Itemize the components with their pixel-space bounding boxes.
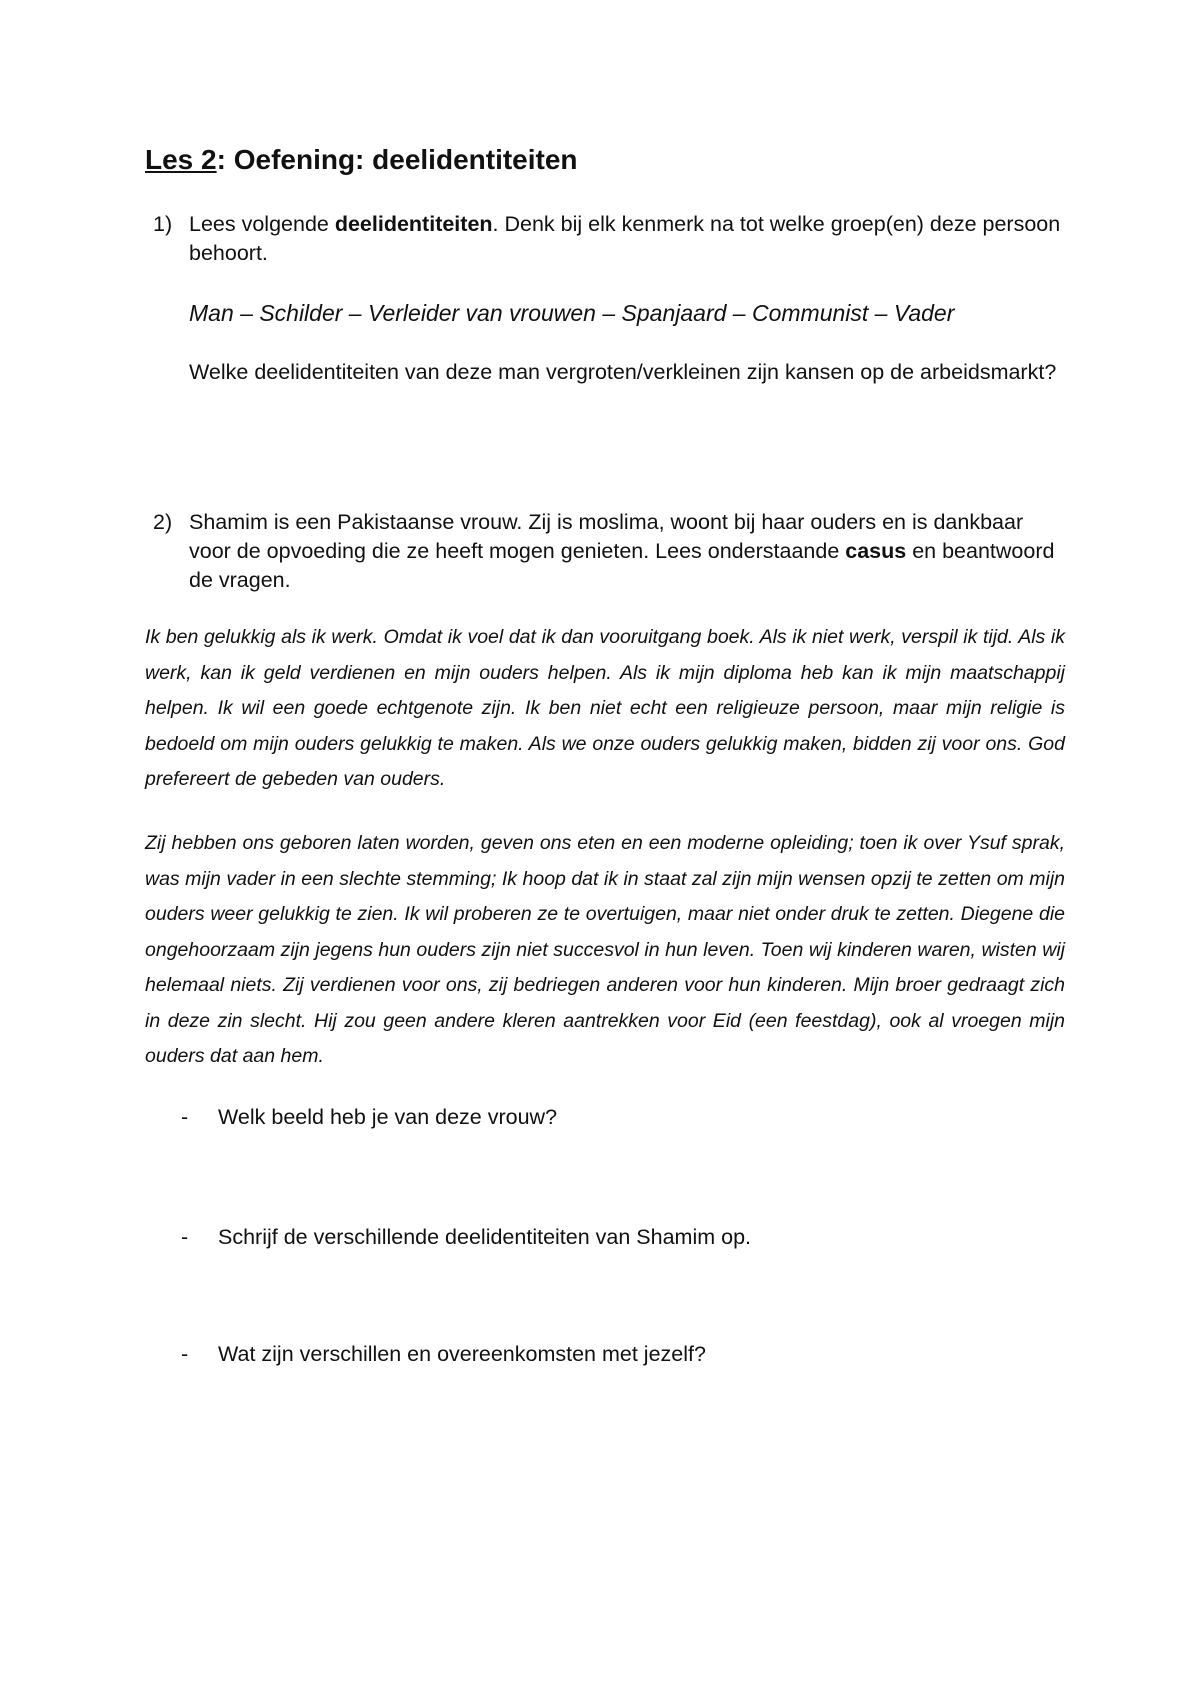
question-1-bullet: - — [181, 1105, 189, 1129]
question-1: Welk beeld heb je van deze vrouw? — [218, 1105, 558, 1129]
title-text: : Oefening: deelidentiteiten — [216, 144, 578, 175]
casus-paragraph-1: Ik ben gelukkig als ik werk. Omdat ik voel dat ik dan vooruitgang boek. Als ik niet werk, verspil ik tijd. Als ik werk, kan ik geld verdienen en mijn ouders helpen. Als ik mijn diploma heb kan ik mijn maatschappij helpen. Ik wil een goede echtgenote zijn. Ik ben niet echt een religieuze persoon, maar mijn religie is bedoeld om mijn ouders gelukkig te maken. Als we onze ouders gelukkig maken, bidden zij voor ons. God prefereert de gebeden van ouders. — [145, 626, 1065, 790]
title-lesson-number: Les 2 — [145, 144, 217, 175]
exercise-1-bold-term: deelidentiteiten — [334, 212, 493, 236]
exercise-2-number: 2) — [153, 510, 173, 534]
exercise-1-instruction — [189, 210, 1069, 268]
exercise-1-text-rest: . Denk bij elk kenmerk na tot welke groep(en) deze persoon behoort. — [189, 212, 1061, 265]
exercise-1-text: Lees volgende — [189, 212, 335, 236]
casus-paragraph-2: Zij hebben ons geboren laten worden, geven ons eten en een moderne opleiding; toen ik over Ysuf sprak, was mijn vader in een slechte stemming; Ik hoop dat ik in staat zal zijn mijn wensen opzij te zetten om mijn ouders weer gelukkig te zien. Ik wil proberen ze te overtuigen, maar niet onder druk te zetten. Diegene die ongehoorzaam zijn jegens hun ouders zijn niet succesvol in hun leven. Toen wij kinderen waren, wisten wij helemaal niets. Zij verdienen voor ons, zij bedriegen anderen voor hun kinderen. Mijn broer gedraagt zich in deze zin slecht. Hij zou geen andere kleren aantrekken voor Eid (een feestdag), ook al vroegen mijn ouders dat aan hem. — [145, 832, 1065, 1067]
question-2-bullet: - — [181, 1225, 189, 1249]
question-3-bullet: - — [181, 1342, 189, 1366]
exercise-2-text-rest: en beantwoord de vragen. — [189, 539, 1055, 592]
exercise-1-question: Welke deelidentiteiten van deze man vergroten/verkleinen zijn kansen op de arbeidsmarkt? — [189, 360, 1057, 384]
exercise-2-instruction — [189, 508, 1069, 595]
question-3: Wat zijn verschillen en overeenkomsten met jezelf? — [218, 1342, 706, 1366]
exercise-2-bold-term: casus — [845, 539, 907, 563]
question-2: Schrijf de verschillende deelidentiteiten van Shamim op. — [218, 1225, 752, 1249]
page-title — [145, 140, 578, 180]
exercise-2-text: Shamim is een Pakistaanse vrouw. Zij is moslima, woont bij haar ouders en is dankbaar voor de opvoeding die ze heeft mogen genieten. Lees onderstaande — [189, 510, 1024, 563]
identity-traits-line: Man – Schilder – Verleider van vrouwen – Spanjaard – Communist – Vader — [189, 300, 955, 326]
exercise-1-number: 1) — [153, 212, 173, 236]
